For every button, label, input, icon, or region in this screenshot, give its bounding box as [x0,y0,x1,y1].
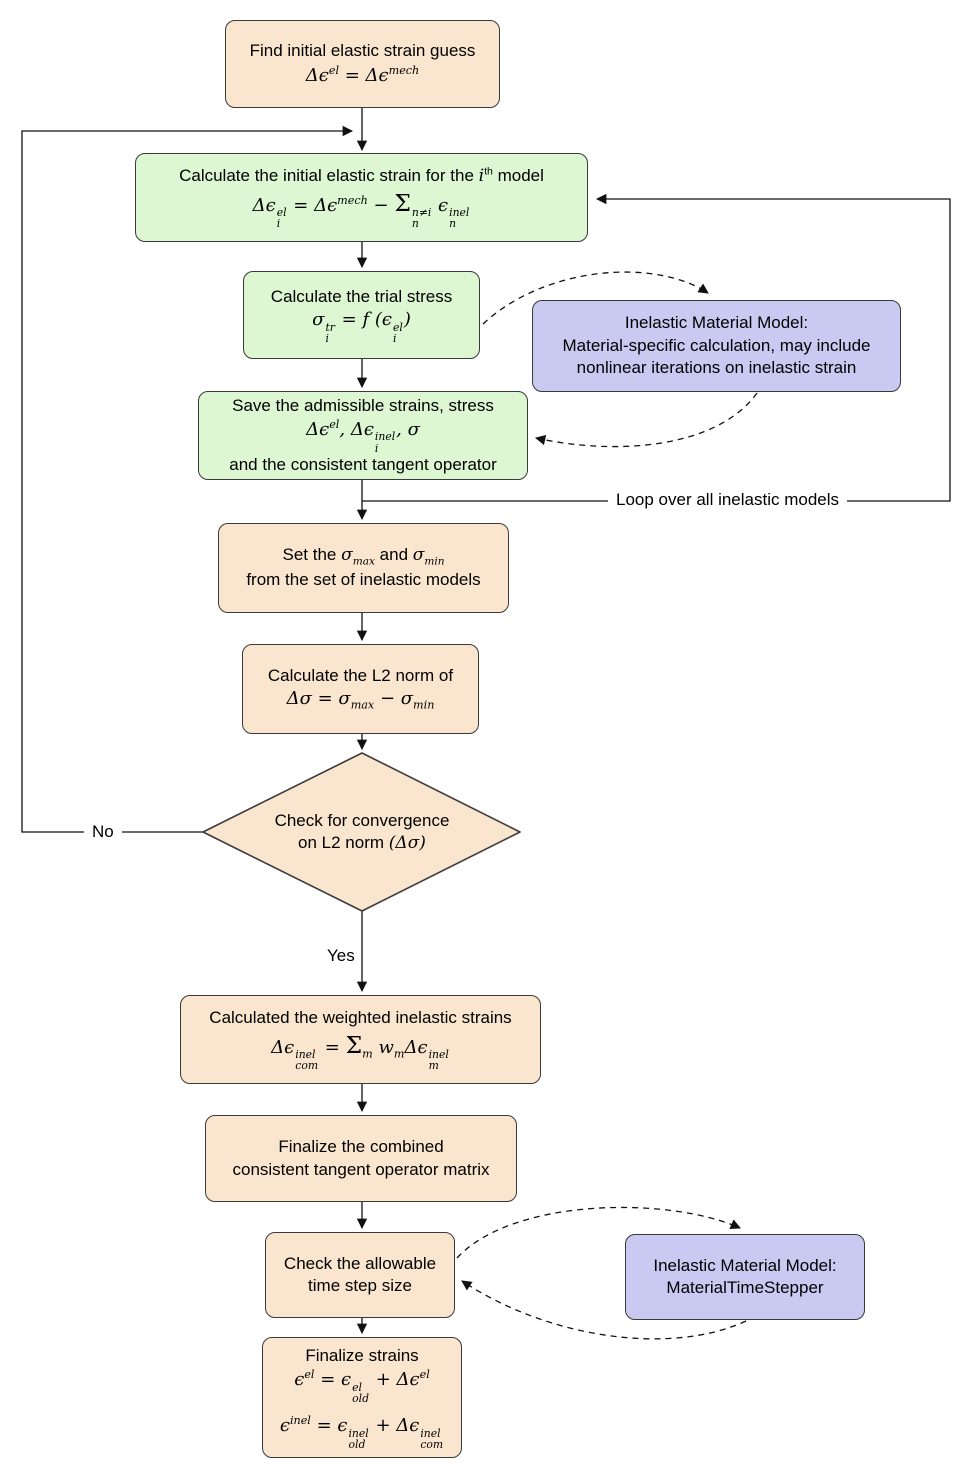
node-formula: Δϵ inel com = $\Sigma_m$ $w_m\Delta\epsilon$ inel m [271,1030,449,1073]
node-title: Finalize strains [305,1345,419,1365]
node-title: Save the admissible strains, stress [232,395,494,415]
node-formula: σ tr i = f (ϵ el i ) [312,309,411,345]
edge-label-yes: Yes [327,946,355,965]
node-title: Calculate the trial stress [270,286,453,306]
node-inelastic-material-model [532,300,901,392]
node-text: Material-specific calculation, may include [562,335,871,355]
node-text: from the set of inelastic models [246,570,481,590]
edge-model-to-save [536,393,757,447]
node-text: MaterialTimeStepper [666,1278,824,1297]
node-title: Calculate the L2 norm of [267,665,454,685]
node-title: Finalize the combined [278,1137,444,1157]
node-initial-elastic-strain-guess [225,20,500,108]
node-title: Inelastic Material Model: [653,1255,837,1275]
node-title: Inelastic Material Model: [624,313,809,333]
node-text: consistent tangent operator matrix [232,1159,490,1179]
node-formula: $\Delta\epsilon^{el} = \Delta\epsilon^{mech}$ [305,63,420,86]
node-text: on L2 norm (Δσ) [298,833,426,853]
node-material-time-stepper [625,1234,865,1320]
node-formula: $\epsilon^{inel} = \epsilon$ inel old + Δϵ inel com [279,1414,444,1451]
node-text: and the consistent tangent operator [229,455,497,475]
node-title: Find initial elastic strain guess [249,41,476,61]
node-weighted-inelastic-strains [180,995,541,1084]
node-finalize-strains [262,1337,462,1458]
node-title: Set the $\sigma_{max}$ and $\sigma_{min}$ [282,545,445,568]
node-finalize-tangent-operator [205,1115,517,1202]
node-trial-stress [243,271,480,359]
node-title: Check the allowable [283,1253,437,1273]
node-formula: $\Delta\epsilon^{el}$, Δϵ inel i , σ [306,417,420,455]
node-elastic-strain-ith-model [135,153,588,242]
node-check-time-step [265,1232,455,1318]
node-save-admissible-strains [198,391,528,480]
node-title: Calculated the weighted inelastic strains [209,1008,512,1028]
node-title: Check for convergence [274,810,450,830]
node-text: time step size [308,1276,412,1295]
node-formula: $\Delta\sigma = \sigma_{max} - \sigma_{min}$ [286,688,435,712]
node-text: nonlinear iterations on inelastic strain [576,358,857,378]
edge-label-no: No [84,821,122,843]
edge-label-loop: Loop over all inelastic models [608,489,847,511]
node-convergence-check [212,804,512,860]
node-formula: Δϵ el i = $\Delta\epsilon^{mech} - \Sigma$ n≠i n ϵ inel n [252,188,470,231]
node-l2-norm [242,644,479,734]
node-formula: $\epsilon^{el} = \epsilon$ el old + $\Delta\epsilon^{el}$ [294,1368,430,1405]
node-set-sigma-max-min [218,523,509,613]
node-title: Calculate the initial elastic strain for the $i^{th}$ model [179,165,544,187]
